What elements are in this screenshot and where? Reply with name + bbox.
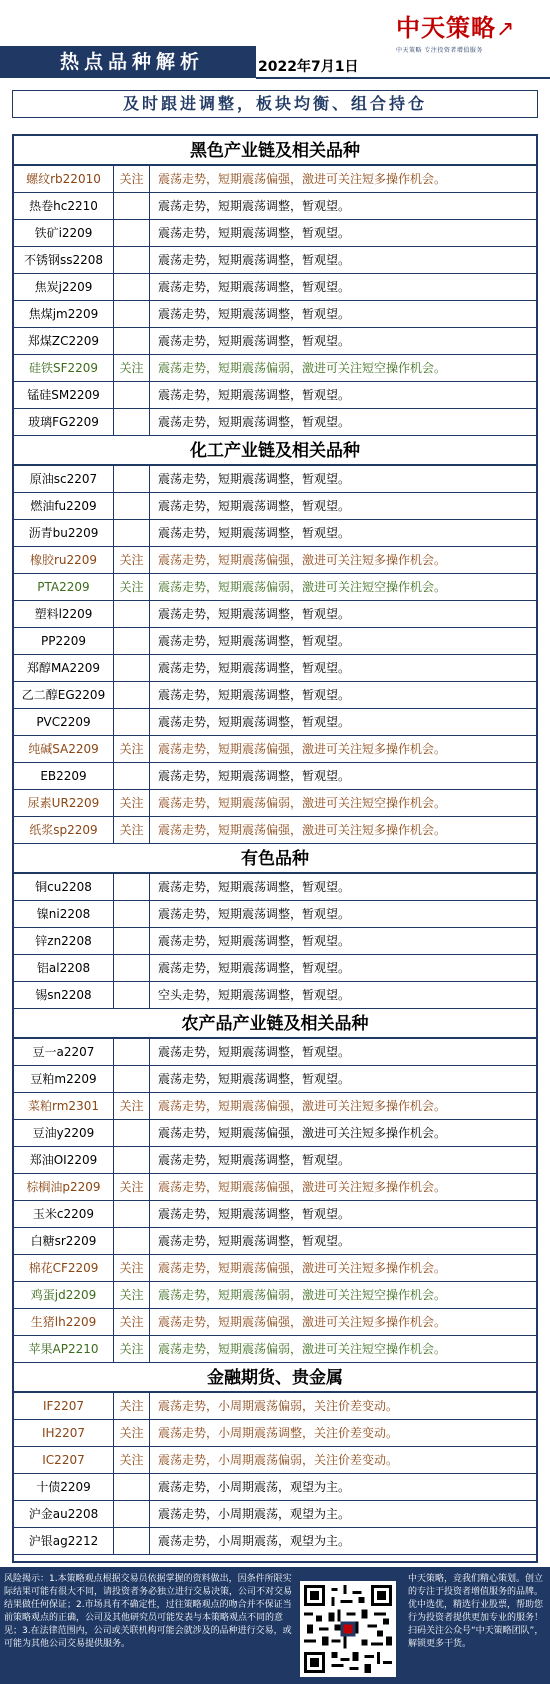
contract-name: 螺纹rb22010 xyxy=(14,166,114,192)
table-row xyxy=(14,1147,536,1174)
contract-name: 锰硅SM2209 xyxy=(14,382,114,408)
focus-tag xyxy=(114,655,150,681)
contract-name: 沪金au2208 xyxy=(14,1501,114,1527)
contract-name: 不锈钢ss2208 xyxy=(14,247,114,273)
analysis-text: 震荡走势，小周期震荡偏弱，关注价差变动。 xyxy=(158,1453,399,1467)
contract-name: 生猪lh2209 xyxy=(14,1309,114,1335)
contract-name: 纸浆sp2209 xyxy=(14,817,114,843)
contract-name: IH2207 xyxy=(14,1420,114,1446)
focus-tag xyxy=(114,493,150,519)
contract-name: 郑煤ZC2209 xyxy=(14,328,114,354)
contract-name: IF2207 xyxy=(14,1393,114,1419)
analysis-text: 震荡走势，短期震荡偏弱，激进可关注短空操作机会。 xyxy=(158,1288,447,1302)
table-row xyxy=(14,1228,536,1255)
focus-tag: 关注 xyxy=(114,1255,150,1281)
focus-tag: 关注 xyxy=(114,817,150,843)
table-row xyxy=(14,1393,536,1420)
focus-tag: 关注 xyxy=(114,1336,150,1362)
focus-tag xyxy=(114,409,150,435)
section-title: 有色品种 xyxy=(14,844,536,874)
analysis-text: 震荡走势，短期震荡调整，暂观望。 xyxy=(158,388,351,402)
logo-tagline: 中天策略 专注投资者增值服务 xyxy=(396,47,483,54)
contract-name: 郑油OI2209 xyxy=(14,1147,114,1173)
focus-tag: 关注 xyxy=(114,736,150,762)
contract-name: 豆一a2207 xyxy=(14,1039,114,1065)
about-text: 中天策略，竞我们精心策划。创立的专注于投资者增值服务的品牌。优中选优，精选行业股票，帮助您行为投资者提供更加专业的服务！扫码关注公众号“中天策略团队”，解锁更多干货。 xyxy=(408,1574,544,1649)
analysis-text: 震荡走势，短期震荡偏强，激进可关注短多操作机会。 xyxy=(158,823,447,837)
analysis-table xyxy=(12,134,538,1563)
table-row xyxy=(14,547,536,574)
focus-tag: 关注 xyxy=(114,547,150,573)
focus-tag xyxy=(114,901,150,927)
table-row xyxy=(14,1093,536,1120)
contract-name: 原油sc2207 xyxy=(14,466,114,492)
focus-tag xyxy=(114,874,150,900)
table-row xyxy=(14,1528,536,1555)
focus-tag: 关注 xyxy=(114,1309,150,1335)
focus-tag xyxy=(114,682,150,708)
analysis-text: 震荡走势，短期震荡调整，暂观望。 xyxy=(158,634,351,648)
table-row xyxy=(14,1174,536,1201)
contract-name: 乙二醇EG2209 xyxy=(14,682,114,708)
analysis-text: 震荡走势，小周期震荡偏弱，关注价差变动。 xyxy=(158,1399,399,1413)
contract-name: 纯碱SA2209 xyxy=(14,736,114,762)
focus-tag: 关注 xyxy=(114,574,150,600)
contract-name: 豆粕m2209 xyxy=(14,1066,114,1092)
logo xyxy=(396,8,546,54)
contract-name: 焦炭j2209 xyxy=(14,274,114,300)
analysis-text: 震荡走势，短期震荡调整，暂观望。 xyxy=(158,1045,351,1059)
table-row xyxy=(14,709,536,736)
focus-tag: 关注 xyxy=(114,1282,150,1308)
logo-text: 中天策略 xyxy=(396,13,496,42)
focus-tag xyxy=(114,328,150,354)
focus-tag: 关注 xyxy=(114,1174,150,1200)
table-row xyxy=(14,655,536,682)
contract-name: 豆油y2209 xyxy=(14,1120,114,1146)
footer xyxy=(0,1567,550,1684)
focus-tag xyxy=(114,1201,150,1227)
focus-tag xyxy=(114,1039,150,1065)
analysis-text: 震荡走势，短期震荡调整，暂观望。 xyxy=(158,1153,351,1167)
analysis-text: 空头走势，短期震荡调整，暂观望。 xyxy=(158,988,351,1002)
table-row xyxy=(14,955,536,982)
contract-name: 硅铁SF2209 xyxy=(14,355,114,381)
table-row xyxy=(14,1420,536,1447)
analysis-text: 震荡走势，短期震荡调整，暂观望。 xyxy=(158,499,351,513)
focus-tag xyxy=(114,763,150,789)
table-row xyxy=(14,355,536,382)
section-title: 农产品产业链及相关品种 xyxy=(14,1009,536,1039)
focus-tag: 关注 xyxy=(114,1093,150,1119)
table-row xyxy=(14,328,536,355)
analysis-text: 震荡走势，短期震荡调整，暂观望。 xyxy=(158,607,351,621)
contract-name: PP2209 xyxy=(14,628,114,654)
contract-name: 玉米c2209 xyxy=(14,1201,114,1227)
focus-tag xyxy=(114,601,150,627)
page-title: 热点品种解析 xyxy=(0,46,256,78)
analysis-text: 震荡走势，短期震荡偏弱，激进可关注短空操作机会。 xyxy=(158,580,447,594)
header-divider xyxy=(256,77,550,79)
contract-name: 锡sn2208 xyxy=(14,982,114,1008)
table-row xyxy=(14,520,536,547)
contract-name: 铁矿i2209 xyxy=(14,220,114,246)
focus-tag xyxy=(114,466,150,492)
focus-tag xyxy=(114,955,150,981)
analysis-text: 震荡走势，短期震荡调整，暂观望。 xyxy=(158,715,351,729)
table-row xyxy=(14,247,536,274)
contract-name: 沥青bu2209 xyxy=(14,520,114,546)
contract-name: PTA2209 xyxy=(14,574,114,600)
contract-name: 白糖sr2209 xyxy=(14,1228,114,1254)
analysis-text: 震荡走势，短期震荡偏强，激进可关注短多操作机会。 xyxy=(158,1180,447,1194)
contract-name: 焦煤jm2209 xyxy=(14,301,114,327)
table-row xyxy=(14,301,536,328)
focus-tag xyxy=(114,520,150,546)
analysis-text: 震荡走势，短期震荡偏弱，激进可关注短空操作机会。 xyxy=(158,796,447,810)
contract-name: 鸡蛋jd2209 xyxy=(14,1282,114,1308)
logo-mark-icon: ↗ xyxy=(496,17,515,42)
analysis-text: 震荡走势，短期震荡偏弱，激进可关注短空操作机会。 xyxy=(158,361,447,375)
focus-tag xyxy=(114,301,150,327)
analysis-text: 震荡走势，小周期震荡调整，关注价差变动。 xyxy=(158,1426,399,1440)
focus-tag: 关注 xyxy=(114,355,150,381)
analysis-text: 震荡走势，短期震荡调整，暂观望。 xyxy=(158,661,351,675)
table-row xyxy=(14,628,536,655)
analysis-text: 震荡走势，短期震荡调整，暂观望。 xyxy=(158,934,351,948)
analysis-text: 震荡走势，短期震荡调整，暂观望。 xyxy=(158,1234,351,1248)
focus-tag xyxy=(114,247,150,273)
contract-name: EB2209 xyxy=(14,763,114,789)
focus-tag xyxy=(114,1528,150,1554)
table-row xyxy=(14,1282,536,1309)
contract-name: 十债2209 xyxy=(14,1474,114,1500)
focus-tag: 关注 xyxy=(114,1447,150,1473)
table-row xyxy=(14,1501,536,1528)
table-row xyxy=(14,1201,536,1228)
analysis-text: 震荡走势，小周期震荡，观望为主。 xyxy=(158,1534,351,1548)
focus-tag xyxy=(114,982,150,1008)
table-row xyxy=(14,763,536,790)
analysis-text: 震荡走势，短期震荡调整，暂观望。 xyxy=(158,307,351,321)
section-title: 金融期货、贵金属 xyxy=(14,1363,536,1393)
table-row xyxy=(14,274,536,301)
focus-tag xyxy=(114,220,150,246)
page-subtitle: 及时跟进调整，板块均衡、组合持仓 xyxy=(12,90,538,118)
focus-tag: 关注 xyxy=(114,1393,150,1419)
focus-tag xyxy=(114,628,150,654)
analysis-text: 震荡走势，短期震荡调整，暂观望。 xyxy=(158,907,351,921)
table-row xyxy=(14,1120,536,1147)
analysis-text: 震荡走势，短期震荡调整，暂观望。 xyxy=(158,334,351,348)
analysis-text: 震荡走势，小周期震荡，观望为主。 xyxy=(158,1480,351,1494)
analysis-text: 震荡走势，小周期震荡，观望为主。 xyxy=(158,1507,351,1521)
focus-tag xyxy=(114,928,150,954)
contract-name: 热卷hc2210 xyxy=(14,193,114,219)
contract-name: PVC2209 xyxy=(14,709,114,735)
analysis-text: 震荡走势，短期震荡偏强，激进可关注短多操作机会。 xyxy=(158,553,447,567)
table-row xyxy=(14,1474,536,1501)
table-row xyxy=(14,790,536,817)
table-row xyxy=(14,220,536,247)
analysis-text: 震荡走势，短期震荡偏弱，激进可关注短空操作机会。 xyxy=(158,1342,447,1356)
table-row xyxy=(14,193,536,220)
contract-name: 塑料l2209 xyxy=(14,601,114,627)
contract-name: 棕榈油p2209 xyxy=(14,1174,114,1200)
table-row xyxy=(14,1255,536,1282)
table-row xyxy=(14,1309,536,1336)
focus-tag xyxy=(114,1501,150,1527)
contract-name: 锌zn2208 xyxy=(14,928,114,954)
report-date: 2022年7月1日 xyxy=(258,59,359,75)
table-row xyxy=(14,901,536,928)
analysis-text: 震荡走势，短期震荡偏强，激进可关注短多操作机会。 xyxy=(158,1261,447,1275)
table-row xyxy=(14,1336,536,1363)
focus-tag xyxy=(114,1066,150,1092)
contract-name: 玻璃FG2209 xyxy=(14,409,114,435)
focus-tag: 关注 xyxy=(114,790,150,816)
contract-name: 尿素UR2209 xyxy=(14,790,114,816)
focus-tag: 关注 xyxy=(114,166,150,192)
analysis-text: 震荡走势，短期震荡调整，暂观望。 xyxy=(158,1072,351,1086)
section-title: 化工产业链及相关品种 xyxy=(14,436,536,466)
table-row xyxy=(14,493,536,520)
table-row xyxy=(14,574,536,601)
analysis-text: 震荡走势，短期震荡调整，暂观望。 xyxy=(158,961,351,975)
risk-disclaimer: 风险揭示：1.本策略观点根据交易员依据掌握的资料做出，因条件所限实际结果可能有很大不同，请投资者务必独立进行交易决策，公司不对交易结果做任何保证；2.市场具有不确定性，过往策略观点的吻合并不保证当前策略观点的正确，公司及其他研究员可能发表与本策略观点不同的意见；3.在法律范围内，公司或关联机构可能会就涉及的品种进行交易，或可能为其他公司交易提供服务。 xyxy=(4,1574,293,1649)
table-row xyxy=(14,166,536,193)
focus-tag xyxy=(114,193,150,219)
header xyxy=(0,0,550,115)
table-row xyxy=(14,817,536,844)
table-row xyxy=(14,1066,536,1093)
qr-code-icon xyxy=(300,1581,396,1677)
analysis-text: 震荡走势，短期震荡调整，暂观望。 xyxy=(158,280,351,294)
analysis-text: 震荡走势，短期震荡偏强，激进可关注短多操作机会。 xyxy=(158,1126,447,1140)
table-row xyxy=(14,601,536,628)
analysis-text: 震荡走势，短期震荡调整，暂观望。 xyxy=(158,688,351,702)
analysis-text: 震荡走势，短期震荡偏强，激进可关注短多操作机会。 xyxy=(158,1315,447,1329)
table-row xyxy=(14,1447,536,1474)
table-row xyxy=(14,982,536,1009)
focus-tag: 关注 xyxy=(114,1420,150,1446)
analysis-text: 震荡走势，短期震荡调整，暂观望。 xyxy=(158,253,351,267)
contract-name: 橡胶ru2209 xyxy=(14,547,114,573)
focus-tag xyxy=(114,1120,150,1146)
analysis-text: 震荡走势，短期震荡偏强，激进可关注短多操作机会。 xyxy=(158,742,447,756)
focus-tag xyxy=(114,382,150,408)
analysis-text: 震荡走势，短期震荡偏强，激进可关注短多操作机会。 xyxy=(158,172,447,186)
table-row xyxy=(14,874,536,901)
contract-name: 铜cu2208 xyxy=(14,874,114,900)
contract-name: 棉花CF2209 xyxy=(14,1255,114,1281)
contract-name: 菜粕rm2301 xyxy=(14,1093,114,1119)
analysis-text: 震荡走势，短期震荡偏强，激进可关注短多操作机会。 xyxy=(158,1099,447,1113)
analysis-text: 震荡走势，短期震荡调整，暂观望。 xyxy=(158,769,351,783)
contract-name: 苹果AP2210 xyxy=(14,1336,114,1362)
analysis-text: 震荡走势，短期震荡调整，暂观望。 xyxy=(158,226,351,240)
focus-tag xyxy=(114,709,150,735)
contract-name: 燃油fu2209 xyxy=(14,493,114,519)
table-row xyxy=(14,928,536,955)
analysis-text: 震荡走势，短期震荡调整，暂观望。 xyxy=(158,526,351,540)
table-row xyxy=(14,1039,536,1066)
contract-name: 沪银ag2212 xyxy=(14,1528,114,1554)
table-row xyxy=(14,409,536,436)
contract-name: 镍ni2208 xyxy=(14,901,114,927)
contract-name: IC2207 xyxy=(14,1447,114,1473)
table-row xyxy=(14,682,536,709)
focus-tag xyxy=(114,1228,150,1254)
contract-name: 铝al2208 xyxy=(14,955,114,981)
analysis-text: 震荡走势，短期震荡调整，暂观望。 xyxy=(158,199,351,213)
focus-tag xyxy=(114,1474,150,1500)
contract-name: 郑醇MA2209 xyxy=(14,655,114,681)
section-title: 黑色产业链及相关品种 xyxy=(14,136,536,166)
focus-tag xyxy=(114,274,150,300)
analysis-text: 震荡走势，短期震荡调整，暂观望。 xyxy=(158,472,351,486)
table-row xyxy=(14,466,536,493)
table-row xyxy=(14,736,536,763)
analysis-text: 震荡走势，短期震荡调整，暂观望。 xyxy=(158,880,351,894)
analysis-text: 震荡走势，短期震荡调整，暂观望。 xyxy=(158,415,351,429)
table-row xyxy=(14,382,536,409)
focus-tag xyxy=(114,1147,150,1173)
analysis-text: 震荡走势，短期震荡调整，暂观望。 xyxy=(158,1207,351,1221)
